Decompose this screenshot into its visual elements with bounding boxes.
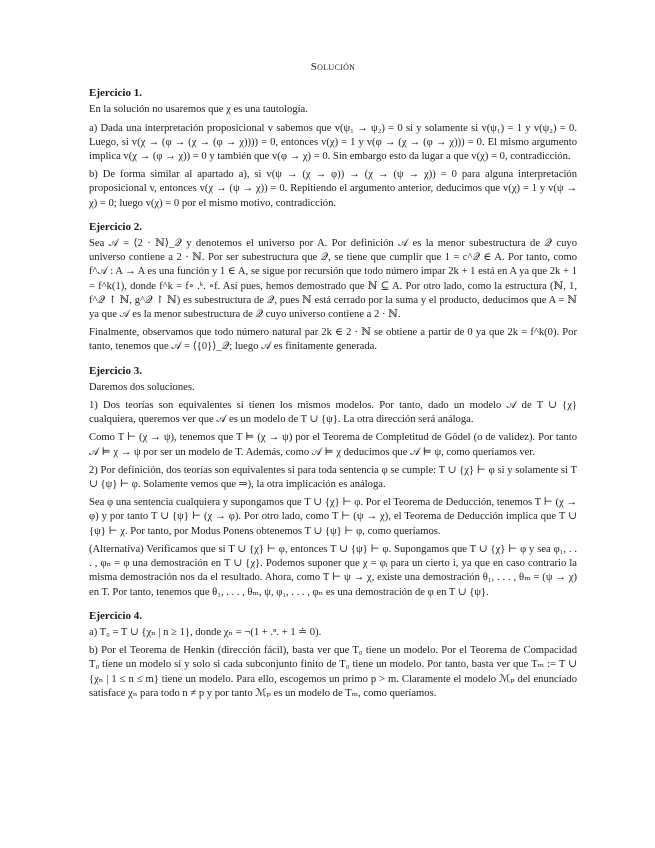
paragraph: a) Dada una interpretación proposicional v sabemos que v(ψ₁ → ψ₂) = 0 si y solamente si v(ψ₁) = 1 y v(ψ₂) = 0. Luego, si v(χ → (φ → (χ → (φ → χ)))) = 0, entonces v(χ) = 1 y v(φ → (χ → (φ → χ))) = 0. El mismo argumento implica v(χ → (φ → χ)) = 0 y también que v(φ → χ) = 0. Sin embargo esto da lugar a que v(χ) = 0, contradicción. — [89, 122, 577, 163]
paragraph: Como T ⊢ (χ → ψ), tenemos que T ⊨ (χ → ψ) por el Teorema de Completitud de Gödel (o de validez). Por tanto 𝒜 ⊨ χ → ψ por ser un modelo de T. Además, como 𝒜 ⊨ χ deducimos que 𝒜 ⊨ ψ, como queríamos ver. — [89, 432, 577, 458]
paragraph: b) Por el Teorema de Henkin (dirección fácil), basta ver que T₀ tiene un modelo. Por el Teorema de Compacidad T₀ tiene un modelo si y solo si cada subconjunto finito de T₀ tiene un modelo. Por tanto, basta ver que Tₘ := T ∪ {χₙ | 1 ≤ n ≤ m} tiene un modelo. Para ello, escogemos un primo p > m. Claramente el modelo ℳₚ del enunciado satisface χₙ para todo n ≠ p y por tanto ℳₚ es un modelo de Tₘ, como queríamos. — [89, 645, 577, 699]
document-page — [89, 60, 577, 705]
paragraph: Sea 𝒜 = ⟨2 · ℕ⟩_𝒬 y denotemos el universo por A. Por definición 𝒜 es la menor subestructura de 𝒬 cuyo universo contiene a 2 · ℕ. Por ser subestructura que 𝒬, se tiene que cumplir que 1 = c^𝒬 ∈ A. Por tanto, como f^𝒜 : A → A es una función y 1 ∈ A, se sigue por recursión que todo número impar 2k + 1 está en A ya que 2k + 1 = f^k(1), donde f^k = f∘ .ᵏ. ∘f. Así pues, hemos demostrado que ℕ ⊆ A. Por otro lado, como la estructura (ℕ, 1, f^𝒬 ↾ ℕ, g^𝒬 ↾ ℕ) es subestructura de 𝒬, pues ℕ está cerrado por la suma y el producto, deducimos que A = ℕ ya que 𝒜 es la menor subestructura de 𝒬 cuyo universo contiene a 2 · ℕ. — [89, 238, 577, 321]
paragraph: Finalmente, observamos que todo número natural par 2k ∈ 2 · ℕ se obtiene a partir de 0 ya que 2k = f^k(0). Por tanto, tenemos que 𝒜 = ⟨{0}⟩_𝒬; luego 𝒜 es finitamente generada. — [89, 327, 577, 353]
paragraph: Daremos dos soluciones. — [89, 381, 195, 393]
section-heading: Ejercicio 4. — [89, 609, 142, 622]
paragraph: 2) Por definición, dos teorías son equivalentes si para toda sentencia φ se cumple: T ∪ {χ} ⊢ φ si y solamente si T ∪ {ψ} ⊢ φ. Solamente vemos que ⇒), la otra implicación es análoga. — [89, 464, 577, 491]
page-title: Solución — [310, 61, 356, 73]
section-ejercicio-1 — [89, 86, 577, 211]
paragraph: Sea φ una sentencia cualquiera y supongamos que T ∪ {χ} ⊢ φ. Por el Teorema de Deducción, tenemos T ⊢ (χ → φ) y por tanto T ∪ {ψ} ⊢ (χ → φ). Por otro lado, como T ⊢ (ψ → χ), el Teorema de Deducción implica que T ∪ {ψ} ⊢ χ. Por tanto, por Modus Ponens obtenemos T ∪ {ψ} ⊢ φ, como queríamos. — [89, 497, 577, 537]
section-heading: Ejercicio 1. — [89, 87, 142, 100]
paragraph: En la solución no usaremos que χ es una tautología. — [89, 104, 308, 116]
section-ejercicio-2 — [89, 220, 577, 355]
paragraph: b) De forma similar al apartado a), si v(ψ → (χ → φ)) → (χ → (ψ → χ)) = 0 para alguna interpretación proposicional v, entonces v(χ → (ψ → χ)) = 0. Repitiendo el argumento anterior, deducimos que v(χ) = 1 y v(ψ → χ) = 0; luego v(χ) = 0 por el mismo motivo, contradicción. — [89, 169, 577, 209]
section-ejercicio-4 — [89, 609, 577, 701]
paragraph: 1) Dos teorías son equivalentes si tienen los mismos modelos. Por tanto, dado un modelo 𝒜 de T ∪ {χ} cualquiera, queremos ver que 𝒜 es un modelo de T ∪ {ψ}. La otra dirección será análoga. — [89, 400, 577, 426]
section-ejercicio-3 — [89, 364, 577, 600]
paragraph: a) T₀ = T ∪ {χₙ | n ≥ 1}, donde χₙ = ¬(1 + .ⁿ. + 1 ≐ 0). — [89, 626, 322, 638]
section-heading: Ejercicio 2. — [89, 220, 142, 233]
paragraph: (Alternativa) Verificamos que si T ∪ {χ} ⊢ φ, entonces T ∪ {ψ} ⊢ φ. Supongamos que T ∪ {χ} ⊢ φ y sea φ₁, . . . , φₙ = φ una demostración en T ∪ {χ}. Podemos suponer que χ = φᵢ para un cierto i, ya que en caso contrario la misma demostración nos da el resultado. Ahora, como T ⊢ ψ → χ, existe una demostración θ₁, . . . , θₘ = (ψ → χ) en T. Por tanto, tenemos que θ₁, . . . , θₘ, ψ, φ₁, . . . , φₙ es una demostración de φ en T ∪ {ψ}. — [89, 543, 577, 598]
section-heading: Ejercicio 3. — [89, 364, 142, 377]
